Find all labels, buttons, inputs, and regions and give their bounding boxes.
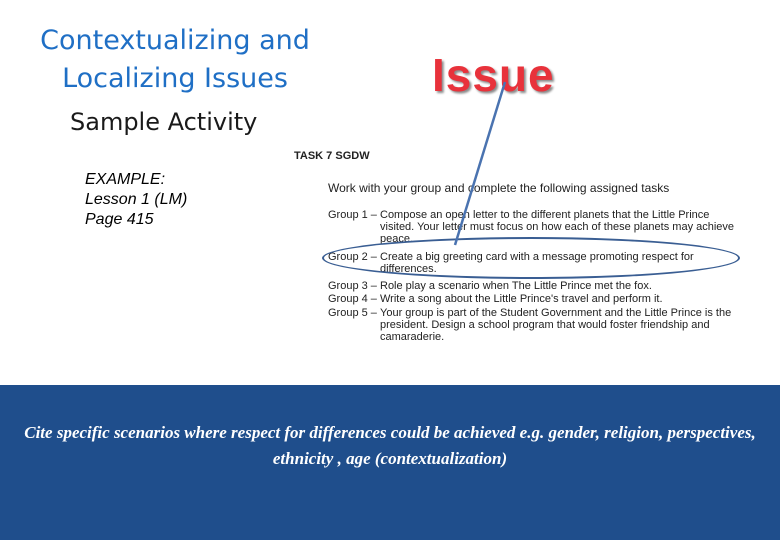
group-text: Write a song about the Little Prince's travel and perform it.: [380, 293, 663, 305]
issue-heading: Issue: [432, 49, 555, 101]
group-label: Group 4 –: [328, 293, 377, 305]
task-intro: Work with your group and complete the following assigned tasks: [328, 181, 670, 195]
group-label: Group 2 –: [328, 251, 377, 263]
group-text: Your group is part of the Student Government and the Little Prince is the president. Design a school program that would foster friendship and camaraderie.: [380, 307, 732, 343]
bottom-banner: [0, 385, 780, 540]
title-line-2: Localizing Issues: [62, 63, 288, 94]
group-text: Create a big greeting card with a message promoting respect for differences.: [380, 251, 694, 275]
title-line-1: Contextualizing and: [40, 25, 310, 56]
example-label: EXAMPLE:: [85, 171, 166, 188]
group-text: Compose an open letter to the different planets that the Little Prince visited. Your letter must focus on how each of these planets may achieve peace.: [380, 209, 735, 245]
group-label: Group 1 –: [328, 209, 377, 221]
group-text: Role play a scenario when The Little Prince met the fox.: [380, 280, 652, 292]
group-label: Group 3 –: [328, 280, 377, 292]
banner-text: Cite specific scenarios where respect for differences could be achieved e.g. gender, religion, perspectives, ethnicity , age (contextualization): [24, 423, 756, 468]
example-lesson: Lesson 1 (LM): [85, 191, 188, 208]
slide-subtitle: Sample Activity: [70, 108, 258, 136]
group-label: Group 5 –: [328, 307, 377, 319]
example-page: Page 415: [85, 211, 154, 228]
task-title: TASK 7 SGDW: [294, 150, 370, 162]
